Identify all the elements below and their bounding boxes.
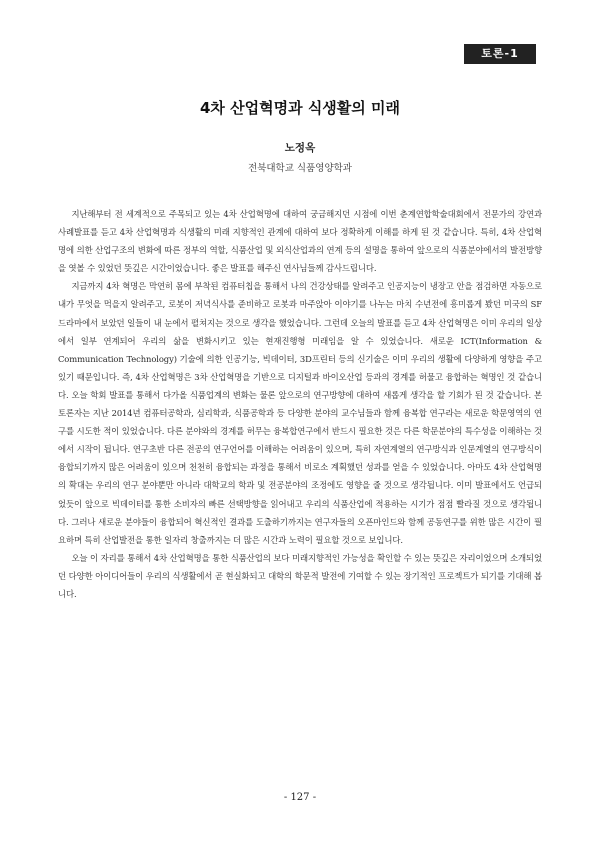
page-number: - 127 -	[283, 792, 317, 803]
author-affiliation: 전북대학교 식품영양학과	[248, 163, 352, 174]
paragraph-3: 오늘 이 자리를 통해서 4차 산업혁명을 통한 식품산업의 보다 미래지향적인 가능성을 확인할 수 있는 뜻깊은 자리이었으며 소개되었던 다양한 아이디어들이 우리의 식생활에서 곧 현실화되고 대학의 학문적 발전에 기여할 수 있는 장기적인 프로젝트가 되기를 기대해 봅니다.	[58, 552, 542, 599]
paragraph-2: 지금까지 4차 혁명은 막연히 몸에 부착된 컴퓨터칩을 통해서 나의 건강상태를 알려주고 인공지능이 냉장고 안을 점검하면 자동으로 내가 무엇을 먹을지 알려주고, 로봇이 저녁식사를 준비하고 로봇과 마주앉아 이야기를 나누는 마치 수년전에 흥미롭게 봤던 미국의 SF드라마에서 보았던 일들이 내 눈에서 펼쳐지는 것으로 생각을 했었습니다. 그런데 오늘의 발표를 듣고 4차 산업혁명은 이미 우리의 일상에서 일부 연계되어 우리의 삶을 변화시키고 있는 현재진행형 미래임을 알 수 있었습니다. 새로운 ICT(Information & Communication Technology) 기술에 의한 인공기능, 빅데이터, 3D프린터 등의 신기술은 이미 우리의 생활에 다양하게 영향을 주고 있기 때문입니다. 즉, 4차 산업혁명은 3차 산업혁명을 기반으로 디지털과 바이오산업 등과의 경계를 허물고 융합하는 혁명인 것 같습니다. 오늘 학회 발표를 통해서 다가올 식품업계의 변화는 물론 앞으로의 연구방향에 대하여 새롭게 생각을 할 기회가 된 것 같습니다. 본 토론자는 지난 2014년 컴퓨터공학과, 심리학과, 식품공학과 등 다양한 분야의 교수님들과 함께 융복합 연구라는 새로운 학문영역의 연구를 시도한 적이 있었습니다. 다른 분야와의 경계를 허무는 융복합연구에서 반드시 필요한 것은 다른 학문분야의 특수성을 이해하는 것에서 시작이 됩니다. 연구초반 다른 전공의 연구언어를 이해하는 어려움이 있으며, 특히 자연계열의 연구방식과 인문계열의 연구방식이 융합되기까지 많은 어려움이 있으며 천천히 융합되는 과정을 통해서 비로소 계획했던 성과를 얻을 수 있었습니다. 아마도 4차 산업혁명의 확대는 우리의 연구 분야뿐만 아니라 대학교의 학과 및 전공분야의 조정에도 영향을 줄 것으로 생각됩니다. 이미 발표에서도 언급되었듯이 앞으로 빅데이터를 통한 소비자의 빠른 선택방향을 읽어내고 우리의 식품산업에 적용하는 시기가 점점 빨라질 것으로 생각됩니다. 그러나 새로운 분야들이 융합되어 혁신적인 결과를 도출하기까지는 연구자들의 오픈마인드와 함께 공동연구를 위한 많은 시간이 필요하며 특히 산업발전을 통한 일자리 창출까지는 더 많은 시간과 노력이 필요할 것으로 보입니다.	[58, 281, 542, 545]
paragraph-1: 지난해부터 전 세계적으로 주목되고 있는 4차 산업혁명에 대하여 궁금해지던 시점에 이번 춘계연합학술대회에서 전문가의 강연과 사례발표를 듣고 4차 산업혁명과 식생활의 미래 지향적인 관계에 대하여 보다 정확하게 이해를 하게 된 것 같습니다. 특히, 4차 산업혁명에 의한 산업구조의 변화에 따른 정부의 역할, 식품산업 및 외식산업과의 연계 등의 설명을 통하여 앞으로의 식품분야에서의 발전방향을 엿볼 수 있었던 뜻깊은 시간이었습니다. 좋은 발표를 해주신 연사님들께 감사드립니다.	[58, 209, 542, 274]
article-body	[58, 205, 542, 603]
article-title: 4차 산업혁명과 식생활의 미래	[200, 99, 400, 117]
author-name: 노정옥	[284, 142, 316, 154]
section-badge: 토론-1	[464, 44, 536, 64]
